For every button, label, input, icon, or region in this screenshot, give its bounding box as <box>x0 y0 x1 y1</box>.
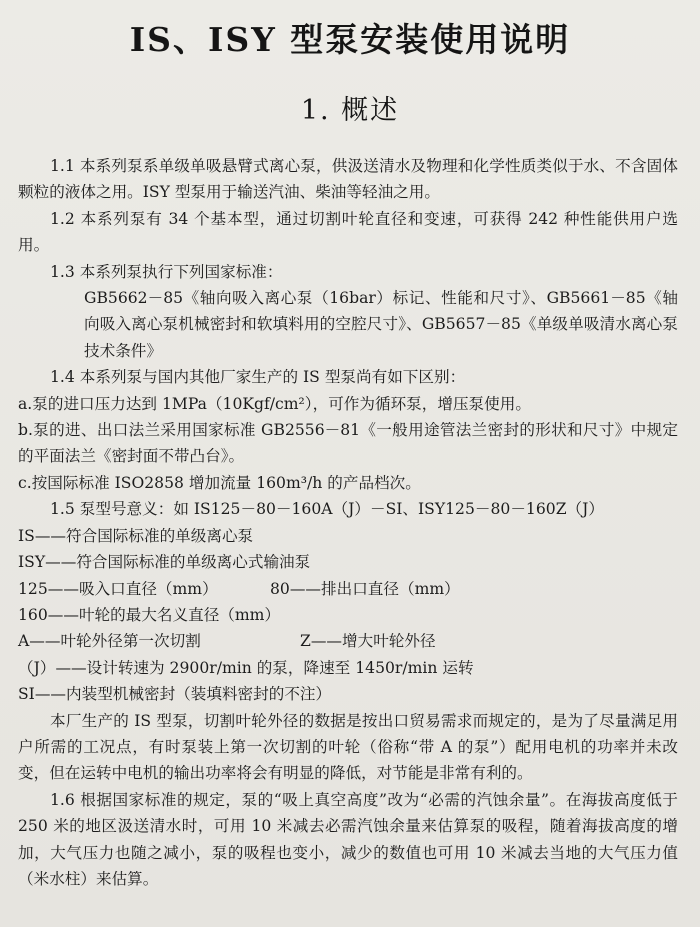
meaning-row-diameters <box>18 576 678 602</box>
meaning-j: （J）——设计转速为 2900r/min 的泵，降速至 1450r/min 运转 <box>18 658 474 677</box>
paragraph-1-3: 1.3 本系列泵执行下列国家标准： <box>50 262 283 281</box>
paragraph-1-5: 1.5 泵型号意义：如 IS125－80－160A（J）－SI、ISY125－80－160Z（J） <box>50 500 604 519</box>
standards-list: GB5662－85《轴向吸入离心泵（16bar）标记、性能和尺寸》、GB5661－85《轴向吸入离心泵机械密封和软填料用的空腔尺寸》、GB5657－85《单级单吸清水离心泵技术条件》 <box>84 289 678 360</box>
meaning-row-impeller <box>18 628 678 654</box>
document-title: IS、ISY 型泵安装使用说明 <box>129 20 571 59</box>
paragraph-1-6: 1.6 根据国家标准的规定，泵的“吸上真空高度”改为“必需的汽蚀余量”。在海拔高度低于 250 米的地区汲送清水时，可用 10 米减去必需汽蚀余量来估算泵的吸程，随着海拔高度的增加，大气压力也随之减小，泵的吸程也变小，减少的数值也可用 10 米减去当地的大气压力值（米水柱）来估算。 <box>18 790 678 888</box>
difference-b: b.泵的进、出口法兰采用国家标准 GB2556－81《一般用途管法兰密封的形状和尺寸》中规定的平面法兰《密封面不带凸台》。 <box>18 421 678 466</box>
paragraph-1-2: 1.2 本系列泵有 34 个基本型，通过切割叶轮直径和变速，可获得 242 种性能供用户选用。 <box>18 209 678 255</box>
meaning-80: 80——排出口直径（mm） <box>270 579 460 598</box>
document-body <box>18 153 678 892</box>
meaning-is: IS——符合国际标准的单级离心泵 <box>18 526 254 545</box>
meaning-160: 160——叶轮的最大名义直径（mm） <box>18 605 281 624</box>
difference-c: c.按国际标准 ISO2858 增加流量 160m³/h 的产品档次。 <box>18 473 421 492</box>
paragraph-1-1: 1.1 本系列泵系单级单吸悬臂式离心泵，供汲送清水及物理和化学性质类似于水、不含固体颗粒的液体之用。ISY 型泵用于输送汽油、柴油等轻油之用。 <box>18 157 678 202</box>
section-heading: 1. 概述 <box>300 95 400 126</box>
meaning-a: A——叶轮外径第一次切割 <box>18 632 201 651</box>
meaning-isy: ISY——符合国际标准的单级离心式输油泵 <box>18 553 311 572</box>
meaning-z: Z——增大叶轮外径 <box>300 632 436 651</box>
meaning-125: 125——吸入口直径（mm） <box>18 579 218 598</box>
difference-a: a.泵的进口压力达到 1MPa（10Kgf/cm²），可作为循环泵，增压泵使用。 <box>18 394 531 413</box>
paragraph-1-4: 1.4 本系列泵与国内其他厂家生产的 IS 型泵尚有如下区别： <box>50 368 466 387</box>
meaning-si: SI——内装型机械密封（装填料密封的不注） <box>18 685 332 704</box>
factory-note: 本厂生产的 IS 型泵，切割叶轮外径的数据是按出口贸易需求而规定的，是为了尽量满足用户所需的工况点，有时泵装上第一次切割的叶轮（俗称“带 A 的泵”）配用电机的功率并未改变，但在运转中电机的输出功率将会有明显的降低，对节能是非常有利的。 <box>18 711 678 783</box>
